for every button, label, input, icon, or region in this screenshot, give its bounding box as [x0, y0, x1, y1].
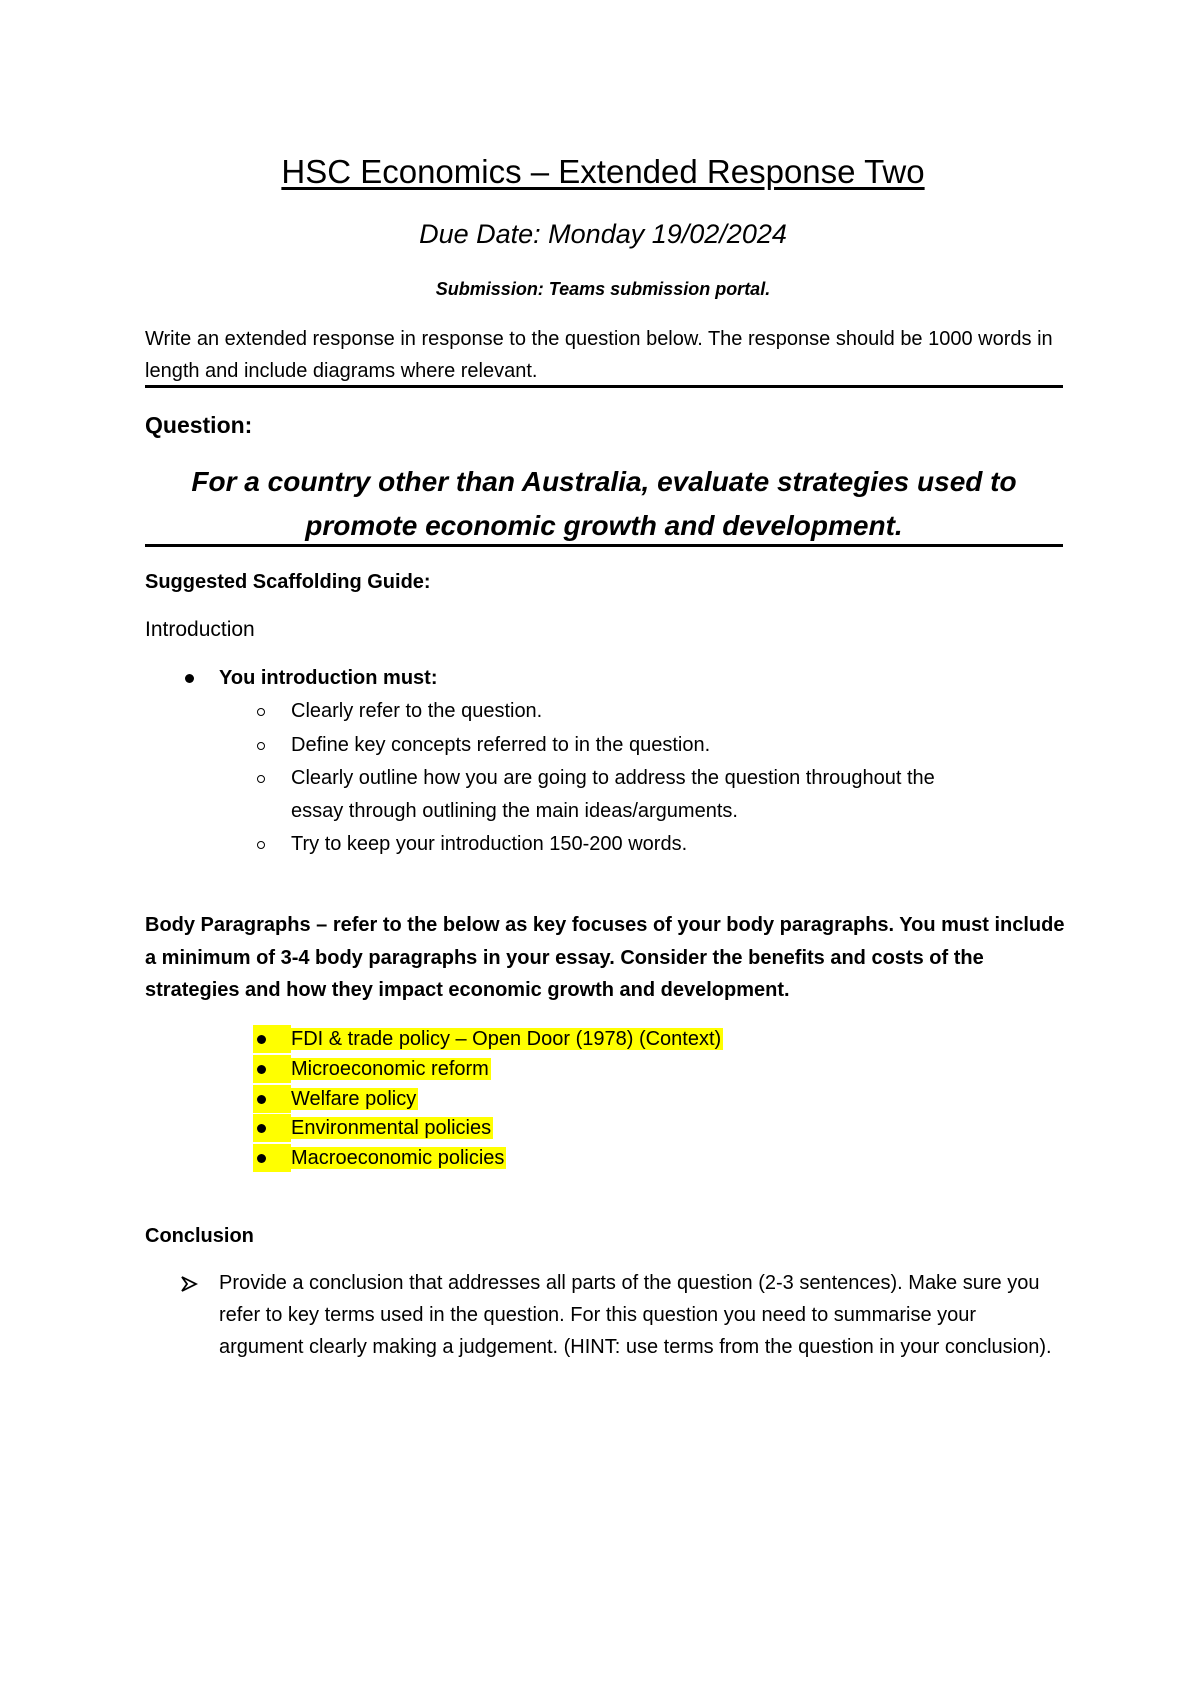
highlighted-list-item: Welfare policy	[291, 1088, 417, 1110]
submission-note: Submission: Teams submission portal.	[435, 279, 771, 299]
bullet-circle-icon	[257, 841, 265, 849]
bullet-dot-icon	[185, 674, 194, 683]
list-item: Clearly refer to the question.	[291, 700, 543, 722]
highlighted-list-item: Macroeconomic policies	[291, 1147, 505, 1169]
bullet-dot-icon	[257, 1035, 266, 1044]
divider-bottom	[145, 544, 1063, 547]
highlighted-list-item: Environmental policies	[291, 1117, 492, 1139]
question-label: Question:	[145, 412, 253, 438]
list-item-continuation: essay through outlining the main ideas/arguments.	[291, 800, 738, 822]
scaffold-heading: Suggested Scaffolding Guide:	[145, 571, 431, 593]
arrow-bullet-icon	[180, 1275, 198, 1293]
bullet-dot-icon	[257, 1095, 266, 1104]
list-item: Clearly outline how you are going to address the question throughout the	[291, 767, 935, 789]
introduction-lead: You introduction must:	[219, 667, 438, 689]
highlighted-list-item: FDI & trade policy – Open Door (1978) (Context)	[291, 1028, 722, 1050]
document-title: HSC Economics – Extended Response Two	[281, 153, 925, 190]
bullet-dot-icon	[257, 1154, 266, 1163]
conclusion-text: Provide a conclusion that addresses all parts of the question (2-3 sentences). Make sure you refer to key terms used in the question. For this question you need to summarise your argument clearly making a judgement. (HINT: use terms from the question in your conclusion).	[219, 1272, 1052, 1358]
bullet-circle-icon	[257, 742, 265, 750]
instructions-text: Write an extended response in response to the question below. The response should be 1000 words in length and include diagrams where relevant.	[145, 328, 1053, 382]
bullet-circle-icon	[257, 708, 265, 716]
question-text: For a country other than Australia, evaluate strategies used to promote economic growth and development.	[191, 466, 1017, 541]
conclusion-heading: Conclusion	[145, 1225, 254, 1247]
bullet-dot-icon	[257, 1065, 266, 1074]
divider-top	[145, 385, 1063, 388]
bullet-circle-icon	[257, 775, 265, 783]
body-paragraphs-instructions: Body Paragraphs – refer to the below as key focuses of your body paragraphs. You must include a minimum of 3-4 body paragraphs in your essay. Consider the benefits and costs of the strategies and how they impact economic growth and development.	[145, 914, 1065, 1001]
list-item: Try to keep your introduction 150-200 words.	[291, 833, 688, 855]
highlighted-list-item: Microeconomic reform	[291, 1058, 489, 1080]
list-item: Define key concepts referred to in the question.	[291, 734, 711, 756]
bullet-dot-icon	[257, 1124, 266, 1133]
due-date: Due Date: Monday 19/02/2024	[419, 219, 787, 249]
introduction-heading: Introduction	[145, 618, 255, 641]
